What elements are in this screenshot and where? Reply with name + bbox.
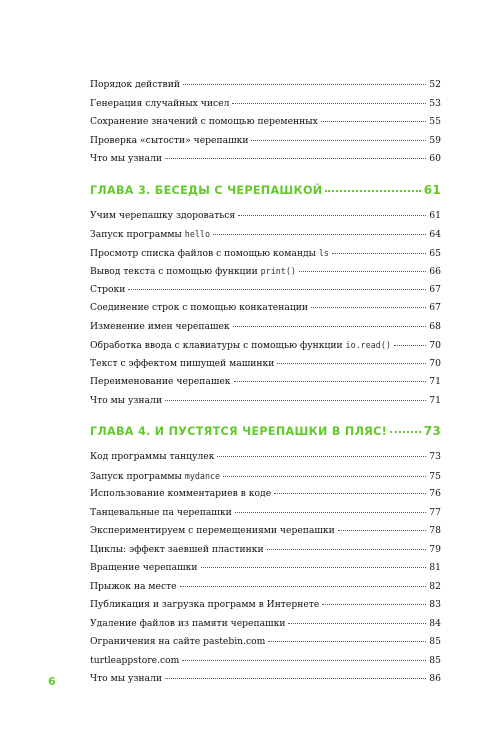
- toc-entry-title: [90, 504, 232, 523]
- toc-entry-text: Экспериментируем с перемещениями черепашки: [90, 525, 335, 536]
- toc-entry-text: Танцевальные па черепашки: [90, 506, 232, 518]
- toc-entry: [90, 373, 441, 392]
- toc-entry-title: Порядок действий: [90, 79, 180, 90]
- toc-entry-title: [90, 244, 329, 264]
- toc-entry-page: 59: [429, 134, 441, 146]
- toc-entry-text: Использование комментариев в коде: [90, 488, 272, 499]
- toc-entry-page: 55: [429, 116, 441, 127]
- dot-leader: [232, 103, 426, 104]
- toc-entry: [90, 615, 441, 634]
- toc-entry-text: Публикация и загрузка программ в Интернете: [90, 599, 320, 610]
- toc-entry: [90, 95, 441, 114]
- toc-entry-title: [90, 652, 179, 671]
- table-of-contents: [90, 76, 441, 689]
- dot-leader: [332, 253, 426, 254]
- toc-entry-title: Проверка «сытости» черепашки: [90, 134, 249, 146]
- toc-entry-title: [90, 392, 162, 411]
- toc-entry: [90, 355, 441, 374]
- toc-entry-page: 71: [429, 394, 441, 406]
- toc-entry: [90, 76, 441, 95]
- toc-entry-page: 64: [429, 229, 441, 240]
- toc-entry: [90, 392, 441, 411]
- toc-entry-page: 65: [429, 247, 441, 259]
- toc-entry-text: Циклы: эффект заевшей пластинки: [90, 543, 264, 555]
- toc-entry-title: [90, 262, 296, 282]
- dot-leader: [165, 158, 426, 159]
- chapter-4-entries: [90, 448, 441, 689]
- toc-entry-text: Текст с эффектом пишущей машинки: [90, 357, 275, 369]
- toc-entry-code: ls: [318, 247, 329, 258]
- intro-section: [90, 76, 441, 169]
- toc-entry-page: 76: [429, 488, 441, 499]
- toc-entry-text: Обработка ввода с клавиатуры с помощью функции: [90, 340, 346, 351]
- dot-leader: [268, 641, 426, 642]
- toc-entry-title: [90, 615, 285, 634]
- toc-entry-title: [90, 207, 235, 226]
- toc-entry-page: 71: [429, 376, 441, 387]
- toc-entry-title: [90, 578, 177, 597]
- toc-entry-page: 66: [429, 266, 441, 277]
- toc-entry-title: [90, 318, 230, 337]
- toc-entry-text: Соединение строк с помощью конкатенации: [90, 302, 309, 313]
- dot-leader: [267, 549, 427, 550]
- toc-entry-code: mydance: [184, 470, 221, 481]
- toc-entry-text: Изменение имен черепашек: [90, 320, 230, 332]
- toc-entry-page: 67: [429, 302, 441, 313]
- toc-entry-text: Код программы танцулек: [90, 451, 215, 462]
- toc-entry-page: 81: [429, 562, 441, 573]
- toc-entry-text: Ограничения на сайте pastebin.com: [90, 636, 266, 647]
- toc-entry-title: Сохранение значений с помощью переменных: [90, 116, 318, 127]
- toc-entry-text: Просмотр списка файлов с помощью команды: [90, 247, 319, 259]
- toc-entry-title: [90, 336, 391, 356]
- toc-entry-text: turtleappstore.com: [90, 654, 180, 666]
- dot-leader: [394, 345, 426, 346]
- toc-entry-page: 52: [429, 79, 441, 90]
- dot-leader: [321, 121, 427, 122]
- toc-entry-title: [90, 633, 265, 652]
- toc-entry-code: io.read(): [345, 340, 391, 350]
- toc-entry: [90, 262, 441, 281]
- toc-entry: [90, 652, 441, 671]
- toc-entry: [90, 318, 441, 337]
- dot-leader: [274, 493, 426, 494]
- toc-entry-text: Что мы узнали: [90, 394, 162, 406]
- toc-entry-code: hello: [184, 229, 210, 239]
- toc-entry-text: Вращение черепашки: [90, 562, 198, 573]
- toc-entry-page: 67: [429, 283, 441, 295]
- toc-entry: [90, 578, 441, 597]
- toc-entry: [90, 522, 441, 541]
- toc-entry-title: [90, 522, 335, 541]
- dot-leader: [390, 431, 421, 433]
- dot-leader: [182, 660, 426, 661]
- dot-leader: [325, 190, 420, 192]
- toc-entry-page: 73: [429, 451, 441, 462]
- toc-entry: [90, 485, 441, 504]
- dot-leader: [233, 326, 427, 327]
- dot-leader: [311, 307, 426, 308]
- toc-entry-text: Учим черепашку здороваться: [90, 209, 236, 221]
- chapter-page: 61: [423, 182, 441, 197]
- toc-entry-page: 53: [429, 97, 441, 109]
- toc-entry-text: Переименование черепашек: [90, 376, 231, 387]
- dot-leader: [213, 234, 426, 235]
- toc-entry-text: Запуск программы: [90, 229, 185, 240]
- toc-entry-title: [90, 299, 308, 318]
- toc-entry: [90, 541, 441, 560]
- toc-entry: [90, 504, 441, 523]
- toc-entry-title: Что мы узнали: [90, 153, 162, 164]
- dot-leader: [338, 530, 427, 531]
- toc-entry-text: Удаление файлов из памяти черепашки: [90, 617, 286, 629]
- toc-entry-page: 85: [429, 654, 441, 666]
- toc-entry-title: [90, 670, 162, 689]
- toc-entry: [90, 113, 441, 132]
- toc-entry-title: [90, 541, 264, 560]
- chapter-3-heading: [90, 176, 441, 204]
- toc-entry: [90, 150, 441, 169]
- toc-entry: [90, 467, 441, 486]
- chapter-3-entries: [90, 207, 441, 411]
- toc-entry-page: 85: [429, 636, 441, 647]
- toc-entry-title: [90, 559, 198, 578]
- toc-entry-page: 60: [429, 153, 441, 164]
- toc-entry: [90, 670, 441, 689]
- dot-leader: [238, 215, 426, 216]
- toc-entry-page: 75: [429, 470, 441, 482]
- toc-entry-page: 86: [429, 673, 441, 684]
- dot-leader: [299, 271, 426, 272]
- toc-entry-title: [90, 448, 214, 467]
- toc-entry-text: Строки: [90, 283, 126, 295]
- toc-entry-page: 78: [429, 525, 441, 536]
- chapter-page: 73: [423, 424, 441, 438]
- toc-entry: [90, 633, 441, 652]
- toc-entry-title: [90, 281, 125, 300]
- dot-leader: [165, 678, 426, 679]
- dot-leader: [288, 623, 426, 624]
- dot-leader: [251, 140, 426, 141]
- toc-entry-text: Вывод текста с помощью функции: [90, 266, 261, 277]
- toc-entry: [90, 299, 441, 318]
- toc-entry-page: 70: [429, 340, 441, 351]
- dot-leader: [322, 604, 426, 605]
- toc-entry: [90, 559, 441, 578]
- dot-leader: [277, 363, 426, 364]
- toc-entry-page: 70: [429, 357, 441, 369]
- toc-entry: [90, 132, 441, 151]
- dot-leader: [217, 456, 426, 457]
- toc-entry: [90, 448, 441, 467]
- toc-entry-code: print(): [260, 266, 296, 276]
- toc-entry-page: 83: [429, 599, 441, 610]
- dot-leader: [235, 512, 427, 513]
- toc-entry-title: [90, 225, 210, 245]
- toc-entry-title: [90, 355, 274, 374]
- dot-leader: [165, 400, 426, 401]
- chapter-title: ГЛАВА 4. И ПУСТЯТСЯ ЧЕРЕПАШКИ В ПЛЯС!: [90, 425, 388, 438]
- toc-entry: [90, 336, 441, 355]
- toc-entry-text: Что мы узнали: [90, 673, 162, 684]
- dot-leader: [180, 586, 427, 587]
- dot-leader: [223, 476, 426, 477]
- toc-entry-page: 61: [429, 209, 441, 221]
- toc-entry-page: 82: [429, 580, 441, 592]
- toc-entry-page: 79: [429, 543, 441, 555]
- toc-entry: [90, 281, 441, 300]
- toc-entry-title: [90, 485, 271, 504]
- toc-entry-page: 68: [429, 320, 441, 332]
- toc-entry: [90, 207, 441, 226]
- dot-leader: [201, 567, 427, 568]
- dot-leader: [234, 381, 427, 382]
- toc-entry-text: Прыжок на месте: [90, 580, 177, 592]
- toc-entry-page: 84: [429, 617, 441, 629]
- chapter-4-heading: [90, 417, 441, 445]
- toc-entry-title: [90, 467, 220, 487]
- toc-entry-title: [90, 596, 319, 615]
- page-number: 6: [48, 675, 56, 688]
- dot-leader: [128, 289, 426, 290]
- toc-entry-title: Генерация случайных чисел: [90, 97, 230, 109]
- toc-entry: [90, 225, 441, 244]
- chapter-title: ГЛАВА 3. БЕСЕДЫ С ЧЕРЕПАШКОЙ: [90, 183, 323, 197]
- toc-entry: [90, 244, 441, 263]
- toc-entry-title: [90, 373, 231, 392]
- toc-entry-text: Запуск программы: [90, 470, 185, 482]
- toc-entry: [90, 596, 441, 615]
- dot-leader: [183, 84, 426, 85]
- toc-entry-page: 77: [429, 506, 441, 518]
